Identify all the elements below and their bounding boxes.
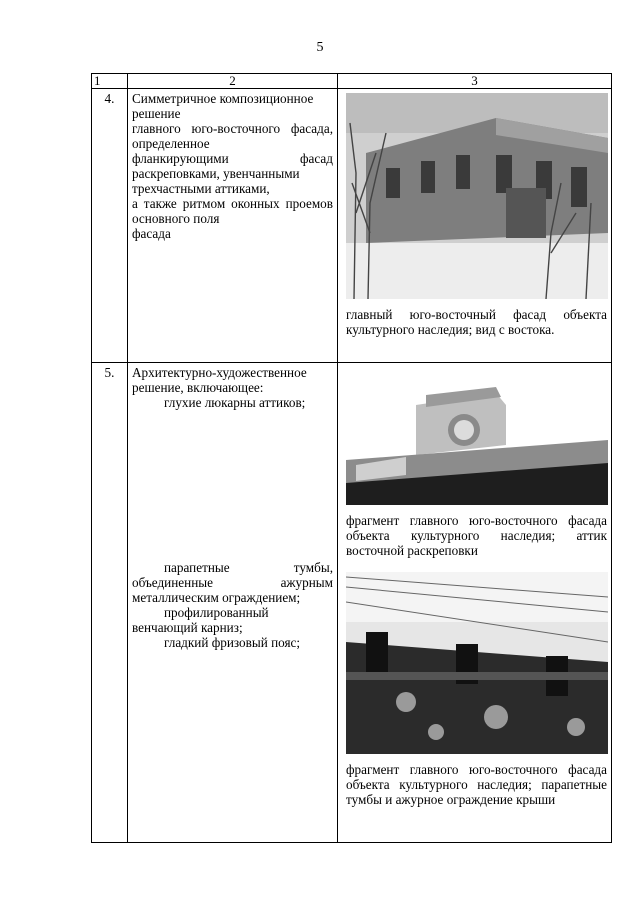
photo-caption: фрагмент главного юго-восточного фасада объекта культурного наследия; аттик восточной раскреповки [346,513,607,558]
page-number: 5 [316,40,324,55]
parapet-photo-image [346,572,608,754]
row-number: 4. [92,89,128,363]
description-line: фланкирующими фасад раскреповками, увенчанными [132,151,333,181]
description-item: глухие люкарны аттиков; [164,395,306,410]
description-block [132,121,333,241]
row-description [128,363,338,843]
photo-caption: главный юго-восточный фасад объекта культурного наследия; вид с востока. [346,307,607,337]
header-col-1: 1 [92,74,128,89]
row-photo-cell [338,363,612,843]
monument-features-table [91,73,612,843]
attic-photo [346,385,608,505]
table-header-row [92,74,612,89]
row-description [128,89,338,363]
header-col-2: 2 [128,74,338,89]
parapet-photo [346,572,608,754]
description-intro: Архитектурно-художественное решение, включающее: [132,365,307,395]
description-item: парапетные тумбы, объединенные ажурным металлическим ограждением; [132,560,333,605]
description-item: гладкий фризовый пояс; [164,635,301,650]
description-line: фасада [132,226,171,241]
description-line: а также ритмом оконных проемов основного поля [132,196,333,226]
facade-photo-image [346,93,608,299]
photo-caption: фрагмент главного юго-восточного фасада объекта культурного наследия; парапетные тумбы и ажурное ограждение крыши [346,762,607,807]
row-number: 5. [92,363,128,843]
table-row [92,89,612,363]
facade-photo [346,93,608,299]
description-item: профилированный венчающий карниз; [132,605,269,635]
table-row [92,363,612,843]
row-photo-cell [338,89,612,363]
header-col-3: 3 [338,74,612,89]
description-line: трехчастными аттиками, [132,181,270,196]
description-line: главного юго-восточного фасада, определенное [132,121,333,151]
attic-photo-image [346,385,608,505]
description-line: Симметричное композиционное решение [132,91,314,121]
